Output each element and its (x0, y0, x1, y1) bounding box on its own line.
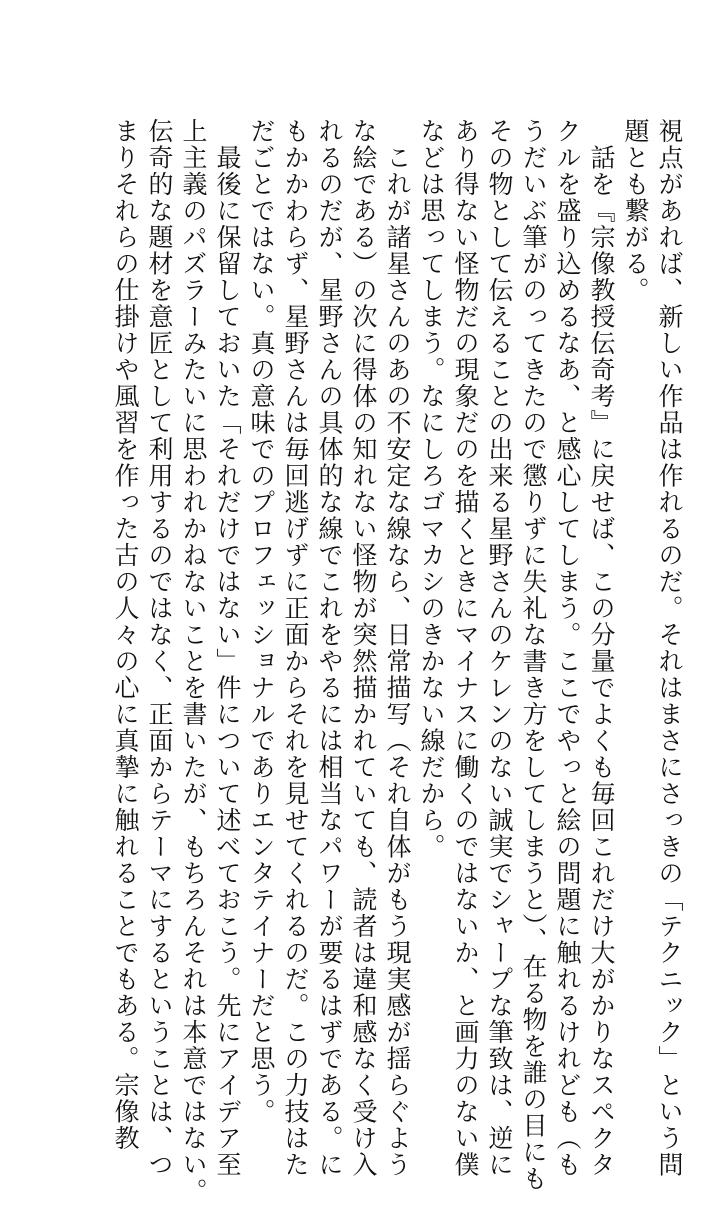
text-line-8: などは思ってしまう。なにしろゴマカシのきかない線だから。 (417, 118, 446, 860)
text-line-14: 最後に保留しておいた「それだけではない」件について述べておこう。先にアイデア至 (213, 118, 242, 1178)
text-line-3: 話を『宗像教授伝奇考』に戻せば、この分量でよくも毎回これだけ大がかりなスペクタ (587, 118, 616, 1178)
vertical-text-body (108, 118, 686, 1205)
text-line-15: 上主義のパズラーみたいに思われかねないことを書いたが、もちろんそれは本意ではない。 (179, 118, 208, 1205)
text-line-5: うだいぶ筆がのってきたので懲りずに失礼な書き方をしてしまうと）、在る物を誰の目にも (519, 118, 548, 1192)
text-line-17: まりそれらの仕掛けや風習を作った古の人々の心に真摯に触れることでもある。宗像教 (111, 118, 140, 1152)
text-line-16: 伝奇的な題材を意匠として利用するのではなく、正面からテーマにするということは、つ (145, 118, 174, 1178)
text-line-9: これが諸星さんのあの不安定な線なら、日常描写（それ自体がもう現実感が揺らぐよう (383, 118, 412, 1178)
text-line-6: その物として伝えることの出来る星野さんのケレンのない誠実でシャープな筆致は、逆に (485, 118, 514, 1178)
text-line-4: クルを盛り込めるなあ、と感心してしまう。ここでやっと絵の問題に触れるけれども（も (553, 118, 582, 1178)
text-line-11: れるのだが、星野さんの具体的な線でこれをやるには相当なパワーが要るはずである。に (315, 118, 344, 1178)
text-line-10: な絵である）の次に得体の知れない怪物が突然描かれていても、読者は違和感なく受け入 (349, 118, 378, 1178)
text-line-13: だごとではない。真の意味でのプロフェッショナルでありエンタテイナーだと思う。 (247, 118, 276, 1125)
text-line-2: 題とも繋がる。 (621, 118, 650, 304)
text-line-1: 視点があれば、新しい作品は作れるのだ。それはまさにさっきの「テクニック」という問 (655, 118, 684, 1178)
text-line-7: あり得ない怪物だの現象だのを描くときにマイナスに働くのではないか、と画力のない僕 (451, 118, 480, 1178)
text-line-12: もかかわらず、星野さんは毎回逃げずに正面からそれを見せてくれるのだ。この力技はた (281, 118, 310, 1178)
